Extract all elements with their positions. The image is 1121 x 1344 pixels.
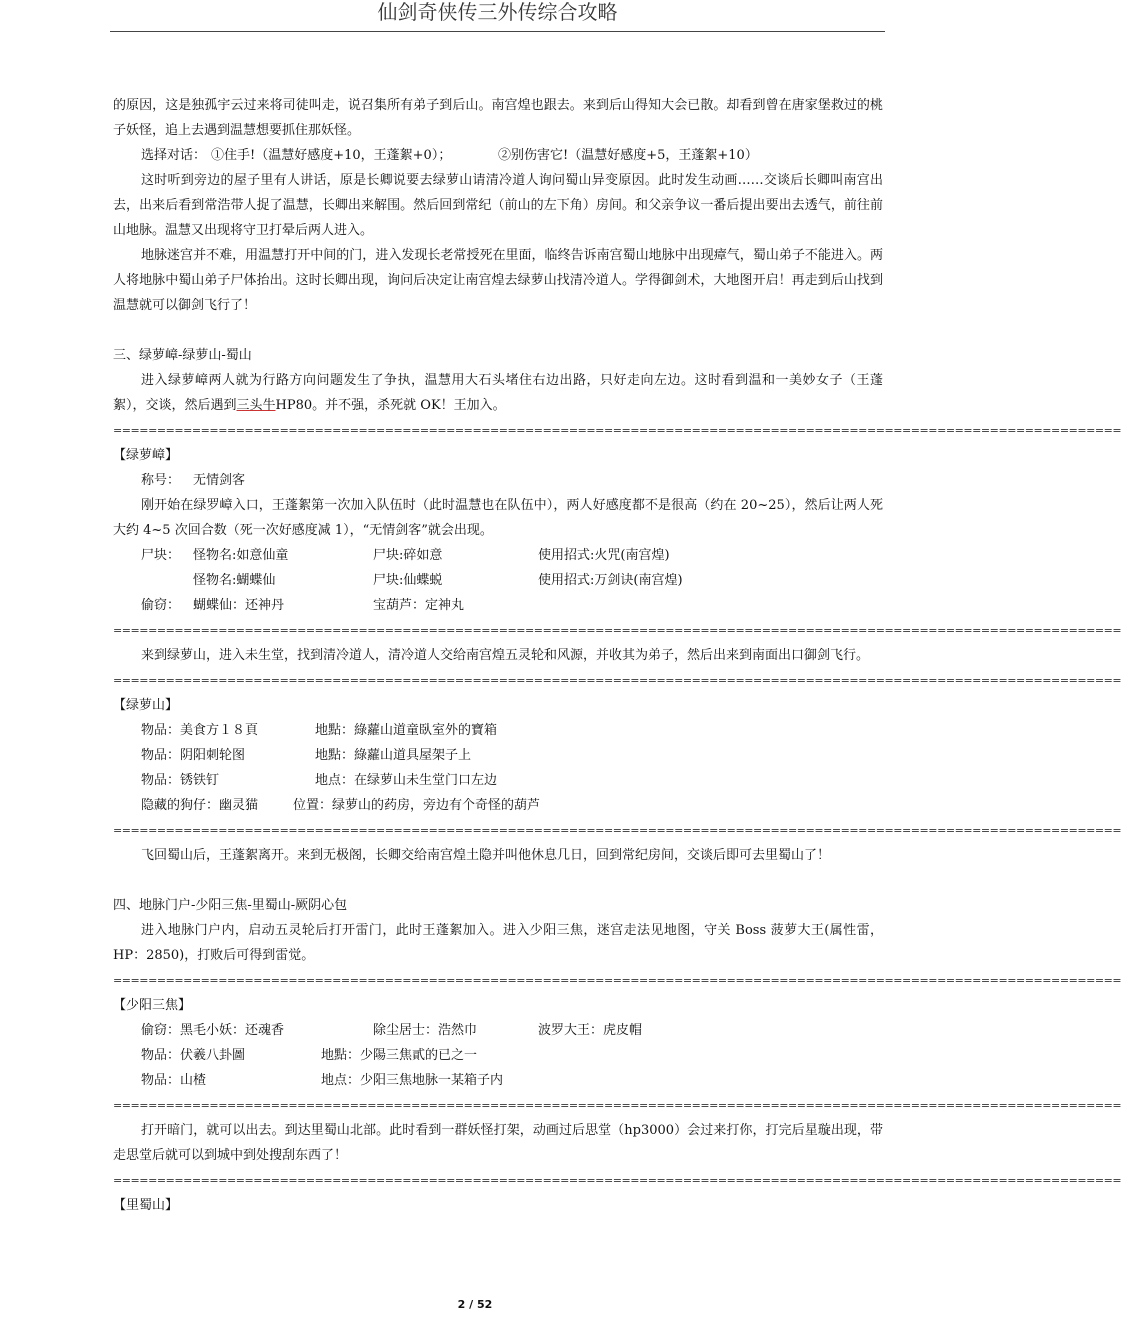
item-name: 物品：伏羲八卦圖 <box>141 1048 246 1063</box>
table-row <box>113 1068 883 1093</box>
item-name: 物品：锈铁钉 <box>141 773 220 788</box>
choice-option-2: ②别伤害它!（温慧好感度+5，王蓬絮+10） <box>498 148 758 163</box>
separator-line: =================================================================================================================== <box>113 424 1121 437</box>
title-row <box>113 468 883 493</box>
steal-item: 宝葫芦：定神丸 <box>373 598 465 613</box>
table-row <box>113 593 883 618</box>
hidden-pet: 隐藏的狗仔：幽灵猫 <box>141 798 259 813</box>
page-header <box>110 0 885 32</box>
choice-option-1: ①住手!（温慧好感度+10，王蓬絮+0）； <box>211 148 452 163</box>
paragraph: 刚开始在绿罗嶂入口，王蓬絮第一次加入队伍时（此时温慧也在队伍中），两人好感度都不是很高（约在 20~25），然后让两人死大约 4~5 次回合数（死一次好感度减 1），“无情剑客”就会出现。 <box>113 498 883 538</box>
steal-item: 蝴蝶仙：还神丹 <box>193 598 285 613</box>
underlined-term: 三头牛 <box>236 398 276 413</box>
paragraph: 进入绿萝嶂两人就为行路方向问题发生了争执，温慧用大石头堵住右边出路，只好走向左边。这时看到温和一美妙女子（王蓬絮），交谈，然后遇到三头牛HP80。并不强，杀死就 OK！王加入。 <box>113 373 883 413</box>
item-place: 地點：綠蘿山道童臥室外的寶箱 <box>315 723 498 738</box>
separator-line: =================================================================================================================== <box>113 974 1121 987</box>
monster-skill: 使用招式:火咒(南宫煌) <box>538 548 670 563</box>
monster-piece: 尸块:碎如意 <box>373 548 443 563</box>
subsection-title: 【少阳三焦】 <box>113 998 192 1013</box>
paragraph: 飞回蜀山后，王蓬絮离开。来到无极阁，长卿交给南宫煌土隐并叫他休息几日，回到常纪房间，交谈后即可去里蜀山了！ <box>141 848 831 863</box>
table-row <box>113 768 883 793</box>
steal-label: 偷窃： <box>141 598 181 613</box>
steal-item: 除尘居士：浩然巾 <box>373 1023 478 1038</box>
item-place: 地点：在绿萝山未生堂门口左边 <box>315 773 498 788</box>
paragraph: 地脉迷宫并不难，用温慧打开中间的门，进入发现长老常授死在里面，临终告诉南宫蜀山地脉中出现瘴气，蜀山弟子不能进入。两人将地脉中蜀山弟子尸体抬出。这时长卿出现，询问后决定让南宫煌去绿萝山找清冷道人。学得御剑术，大地图开启！再走到后山找到温慧就可以御剑飞行了！ <box>113 248 883 313</box>
paragraph: 进入地脉门户内，启动五灵轮后打开雷门，此时王蓬絮加入。进入少阳三焦，迷宫走法见地图，守关 Boss 菠萝大王(属性雷，HP：2850)，打败后可得到雷觉。 <box>113 923 883 963</box>
paragraph: 打开暗门，就可以出去。到达里蜀山北部。此时看到一群妖怪打架，动画过后思堂（hp3000）会过来打你，打完后星璇出现，带走思堂后就可以到城中到处搜刮东西了！ <box>113 1123 883 1163</box>
page-number: 2 / 52 <box>457 1298 493 1311</box>
table-row <box>113 718 883 743</box>
table-row <box>113 543 883 568</box>
subsection-title: 【里蜀山】 <box>113 1198 179 1213</box>
table-row <box>113 743 883 768</box>
document-title: 仙剑奇侠传三外传综合攻略 <box>377 0 618 24</box>
steal-item: 波罗大王：虎皮帽 <box>538 1023 643 1038</box>
chenghao-label: 称号： <box>141 473 181 488</box>
section-heading: 三、绿萝嶂-绿萝山-蜀山 <box>113 348 252 363</box>
table-row <box>113 1043 883 1068</box>
item-place: 地點：綠蘿山道具屋架子上 <box>315 748 472 763</box>
paragraph: 这时听到旁边的屋子里有人讲话，原是长卿说要去绿萝山请清冷道人询问蜀山异变原因。此时发生动画……交谈后长卿叫南宫出去，出来后看到常浩带人捉了温慧，长卿出来解围。然后回到常纪（前山的左下角）房间。和父亲争议一番后提出要出去透气，前往前山地脉。温慧又出现将守卫打晕后两人进入。 <box>113 173 883 238</box>
document-body <box>113 93 1121 1218</box>
monster-name: 怪物名:如意仙童 <box>193 548 289 563</box>
item-name: 物品：山楂 <box>141 1073 207 1088</box>
item-name: 物品：美食方１８頁 <box>141 723 259 738</box>
choice-label: 选择对话： <box>141 148 207 163</box>
monster-piece: 尸块:仙蝶蜕 <box>373 573 443 588</box>
table-row <box>113 1018 883 1043</box>
hidden-pet-place: 位置：绿萝山的药房，旁边有个奇怪的葫芦 <box>293 798 541 813</box>
monster-skill: 使用招式:万剑诀(南宫煌) <box>538 573 683 588</box>
paragraph: 的原因，这是独孤宇云过来将司徒叫走，说召集所有弟子到后山。南宫煌也跟去。来到后山得知大会已散。却看到曾在唐家堡救过的桃子妖怪，追上去遇到温慧想要抓住那妖怪。 <box>113 98 883 138</box>
item-place: 地点：少阳三焦地脉一某箱子内 <box>321 1073 504 1088</box>
subsection-title: 【绿萝山】 <box>113 698 179 713</box>
table-row <box>113 793 883 818</box>
paragraph: 来到绿萝山，进入未生堂，找到清冷道人，清冷道人交给南宫煌五灵轮和风源，并收其为弟子，然后出来到南面出口御剑飞行。 <box>141 648 870 663</box>
separator-line: =================================================================================================================== <box>113 624 1121 637</box>
separator-line: =================================================================================================================== <box>113 1099 1121 1112</box>
dialog-choice-row <box>113 143 883 168</box>
chenghao-value: 无情剑客 <box>193 473 246 488</box>
subsection-title: 【绿萝嶂】 <box>113 448 179 463</box>
separator-line: =================================================================================================================== <box>113 824 1121 837</box>
item-place: 地點：少陽三焦貳的已之一 <box>321 1048 478 1063</box>
monster-name: 怪物名:蝴蝶仙 <box>193 573 276 588</box>
shikuai-label: 尸块： <box>141 548 181 563</box>
item-name: 物品：阴阳刺轮图 <box>141 748 246 763</box>
table-row <box>113 568 883 593</box>
section-heading: 四、地脉门户-少阳三焦-里蜀山-厥阴心包 <box>113 898 348 913</box>
steal-item: 偷窃：黑毛小妖：还魂香 <box>141 1023 285 1038</box>
separator-line: =================================================================================================================== <box>113 1174 1121 1187</box>
separator-line: =================================================================================================================== <box>113 674 1121 687</box>
